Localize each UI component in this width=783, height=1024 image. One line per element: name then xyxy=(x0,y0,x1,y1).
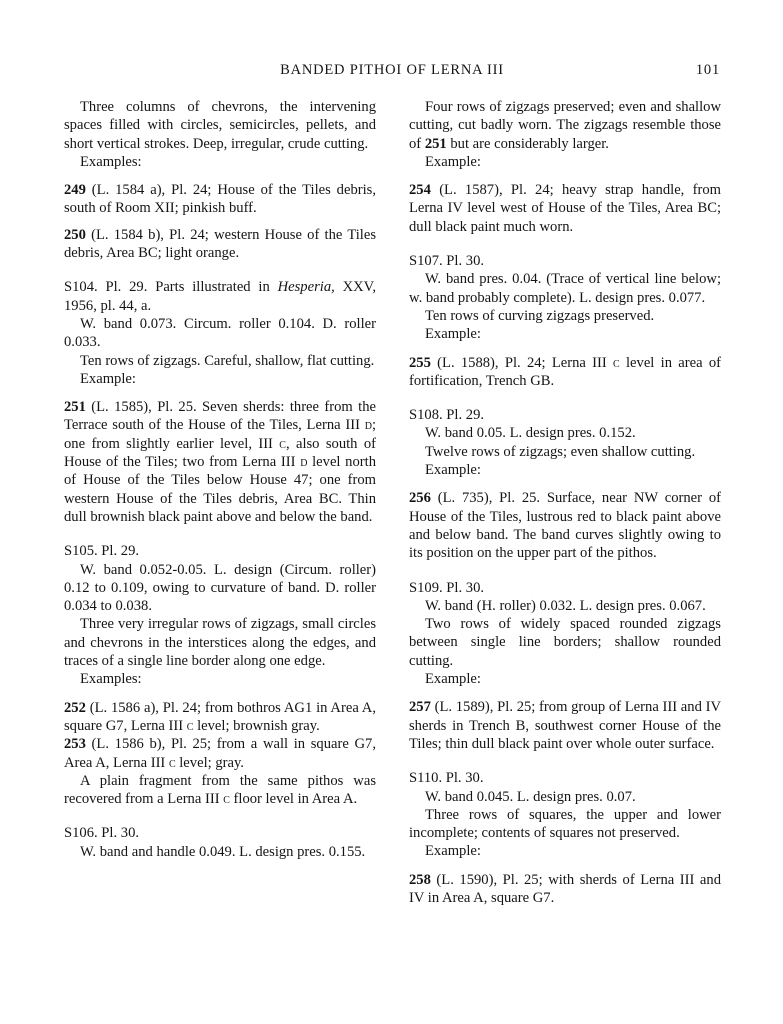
catalog-entry-254: 254 (L. 1587), Pl. 24; heavy strap handle, from Lerna IV level west of House of the Tiles, Area BC; dull black paint much worn. xyxy=(409,182,721,235)
catalog-number: 249 xyxy=(64,182,86,199)
section-heading-s107: S107. Pl. 30. xyxy=(409,253,485,270)
catalog-number: 253 xyxy=(64,736,86,753)
band-measurements: W. band and handle 0.049. L. design pres. 0.155. xyxy=(80,843,366,860)
example-label: Example: xyxy=(425,462,481,479)
example-label: Example: xyxy=(425,671,481,688)
catalog-reference: 251 xyxy=(424,135,447,152)
section-heading-s110: S110. Pl. 30. xyxy=(409,770,484,787)
band-measurements: W. band 0.073. Circum. roller 0.104. D. roller 0.033. xyxy=(64,315,376,351)
chevrons-description: Three columns of chevrons, the intervening spaces filled with circles, semicircles, pellets, and short vertical strokes. Deep, irregular, crude cutting. xyxy=(64,99,376,152)
catalog-entry-256: 256 (L. 735), Pl. 25. Surface, near NW corner of House of the Tiles, lustrous red to black paint above and below band. The band curves slightly owing to its position on the upper part of the pithos. xyxy=(409,490,721,562)
running-header xyxy=(64,62,720,84)
pattern-description: Three rows of squares, the upper and lower incomplete; contents of squares not preserved. xyxy=(409,806,721,842)
pattern-description: Two rows of widely spaced rounded zigzags between single line borders; shallow rounded cutting. xyxy=(409,616,721,669)
section-heading-s108: S108. Pl. 29. xyxy=(409,407,485,424)
pattern-description: Twelve rows of zigzags; even shallow cutting. xyxy=(425,443,696,460)
section-heading-s104: S104. Pl. 29. Parts illustrated in Hesperia, XXV, 1956, pl. 44, a. xyxy=(64,279,376,314)
catalog-entry-257: 257 (L. 1589), Pl. 25; from group of Lerna III and IV sherds in Trench B, southwest corner House of the Tiles; thin dull black paint over whole outer surface. xyxy=(409,699,721,752)
right-column xyxy=(409,98,721,907)
section-heading-s109: S109. Pl. 30. xyxy=(409,579,485,596)
catalog-entry-253: 253 (L. 1586 b), Pl. 25; from a wall in square G7, Area A, Lerna III c level; gray. xyxy=(64,736,376,771)
pattern-description: Ten rows of curving zigzags preserved. xyxy=(425,307,655,324)
band-measurements: W. band pres. 0.04. (Trace of vertical line below; w. band probably complete). L. design pres. 0.077. xyxy=(409,271,721,306)
catalog-number: 257 xyxy=(409,699,431,716)
pattern-description: Ten rows of zigzags. Careful, shallow, flat cutting. xyxy=(80,352,375,369)
band-measurements: W. band (H. roller) 0.032. L. design pres. 0.067. xyxy=(425,597,706,614)
example-label: Example: xyxy=(425,153,481,170)
examples-label: Examples: xyxy=(80,153,142,170)
catalog-entry-252: 252 (L. 1586 a), Pl. 24; from bothros AG1 in Area A, square G7, Lerna III c level; brownish gray. xyxy=(64,699,376,734)
pattern-description: Three very irregular rows of zigzags, small circles and chevrons in the interstices along the edges, and traces of a single line border along one edge. xyxy=(64,616,376,670)
section-heading-s105: S105. Pl. 29. xyxy=(64,543,140,560)
left-column xyxy=(64,98,376,861)
example-label: Example: xyxy=(425,843,481,860)
catalog-number: 250 xyxy=(64,226,86,243)
catalog-number: 254 xyxy=(409,182,431,199)
zigzags-description: Four rows of zigzags preserved; even and shallow cutting, cut badly worn. The zigzags resemble those of 251 but are considerably larger. xyxy=(409,99,721,152)
catalog-entry-255: 255 (L. 1588), Pl. 24; Lerna III c level in area of fortification, Trench GB. xyxy=(409,354,721,389)
catalog-entry-258: 258 (L. 1590), Pl. 25; with sherds of Lerna III and IV in Area A, square G7. xyxy=(409,871,721,906)
journal-title: Hesperia, xyxy=(277,279,335,296)
catalog-number: 251 xyxy=(64,399,86,416)
running-title: BANDED PITHOI OF LERNA III xyxy=(280,62,504,78)
catalog-number: 252 xyxy=(64,699,86,716)
example-label: Example: xyxy=(425,326,481,343)
catalog-number: 258 xyxy=(409,871,431,888)
plain-fragment-note: A plain fragment from the same pithos was recovered from a Lerna III c floor level in Area A. xyxy=(64,772,376,808)
page-number: 101 xyxy=(695,62,720,78)
catalog-entry-250: 250 (L. 1584 b), Pl. 24; western House of the Tiles debris, Area BC; light orange. xyxy=(64,226,376,262)
section-heading-s106: S106. Pl. 30. xyxy=(64,825,140,842)
band-measurements: W. band 0.05. L. design pres. 0.152. xyxy=(425,425,636,442)
examples-label: Examples: xyxy=(80,671,142,688)
example-label: Example: xyxy=(80,370,136,387)
band-measurements: W. band 0.045. L. design pres. 0.07. xyxy=(425,788,636,805)
band-measurements: W. band 0.052-0.05. L. design (Circum. roller) 0.12 to 0.109, owing to curvature of band. D. roller 0.034 to 0.038. xyxy=(64,561,376,615)
catalog-entry-251: 251 (L. 1585), Pl. 25. Seven sherds: three from the Terrace south of the House of the Tiles, Lerna III d; one from slightly earlier level, III c, also south of House of the Tiles; two from Lerna III d level north of House of the Tiles below House 47; one from western House of the Tiles debris, Area BC. Thin dull brownish black paint above and below the band. xyxy=(64,399,376,525)
catalog-number: 256 xyxy=(409,490,431,507)
catalog-number: 255 xyxy=(409,354,431,371)
catalog-entry-249: 249 (L. 1584 a), Pl. 24; House of the Tiles debris, south of Room XII; pinkish buff. xyxy=(64,182,376,217)
